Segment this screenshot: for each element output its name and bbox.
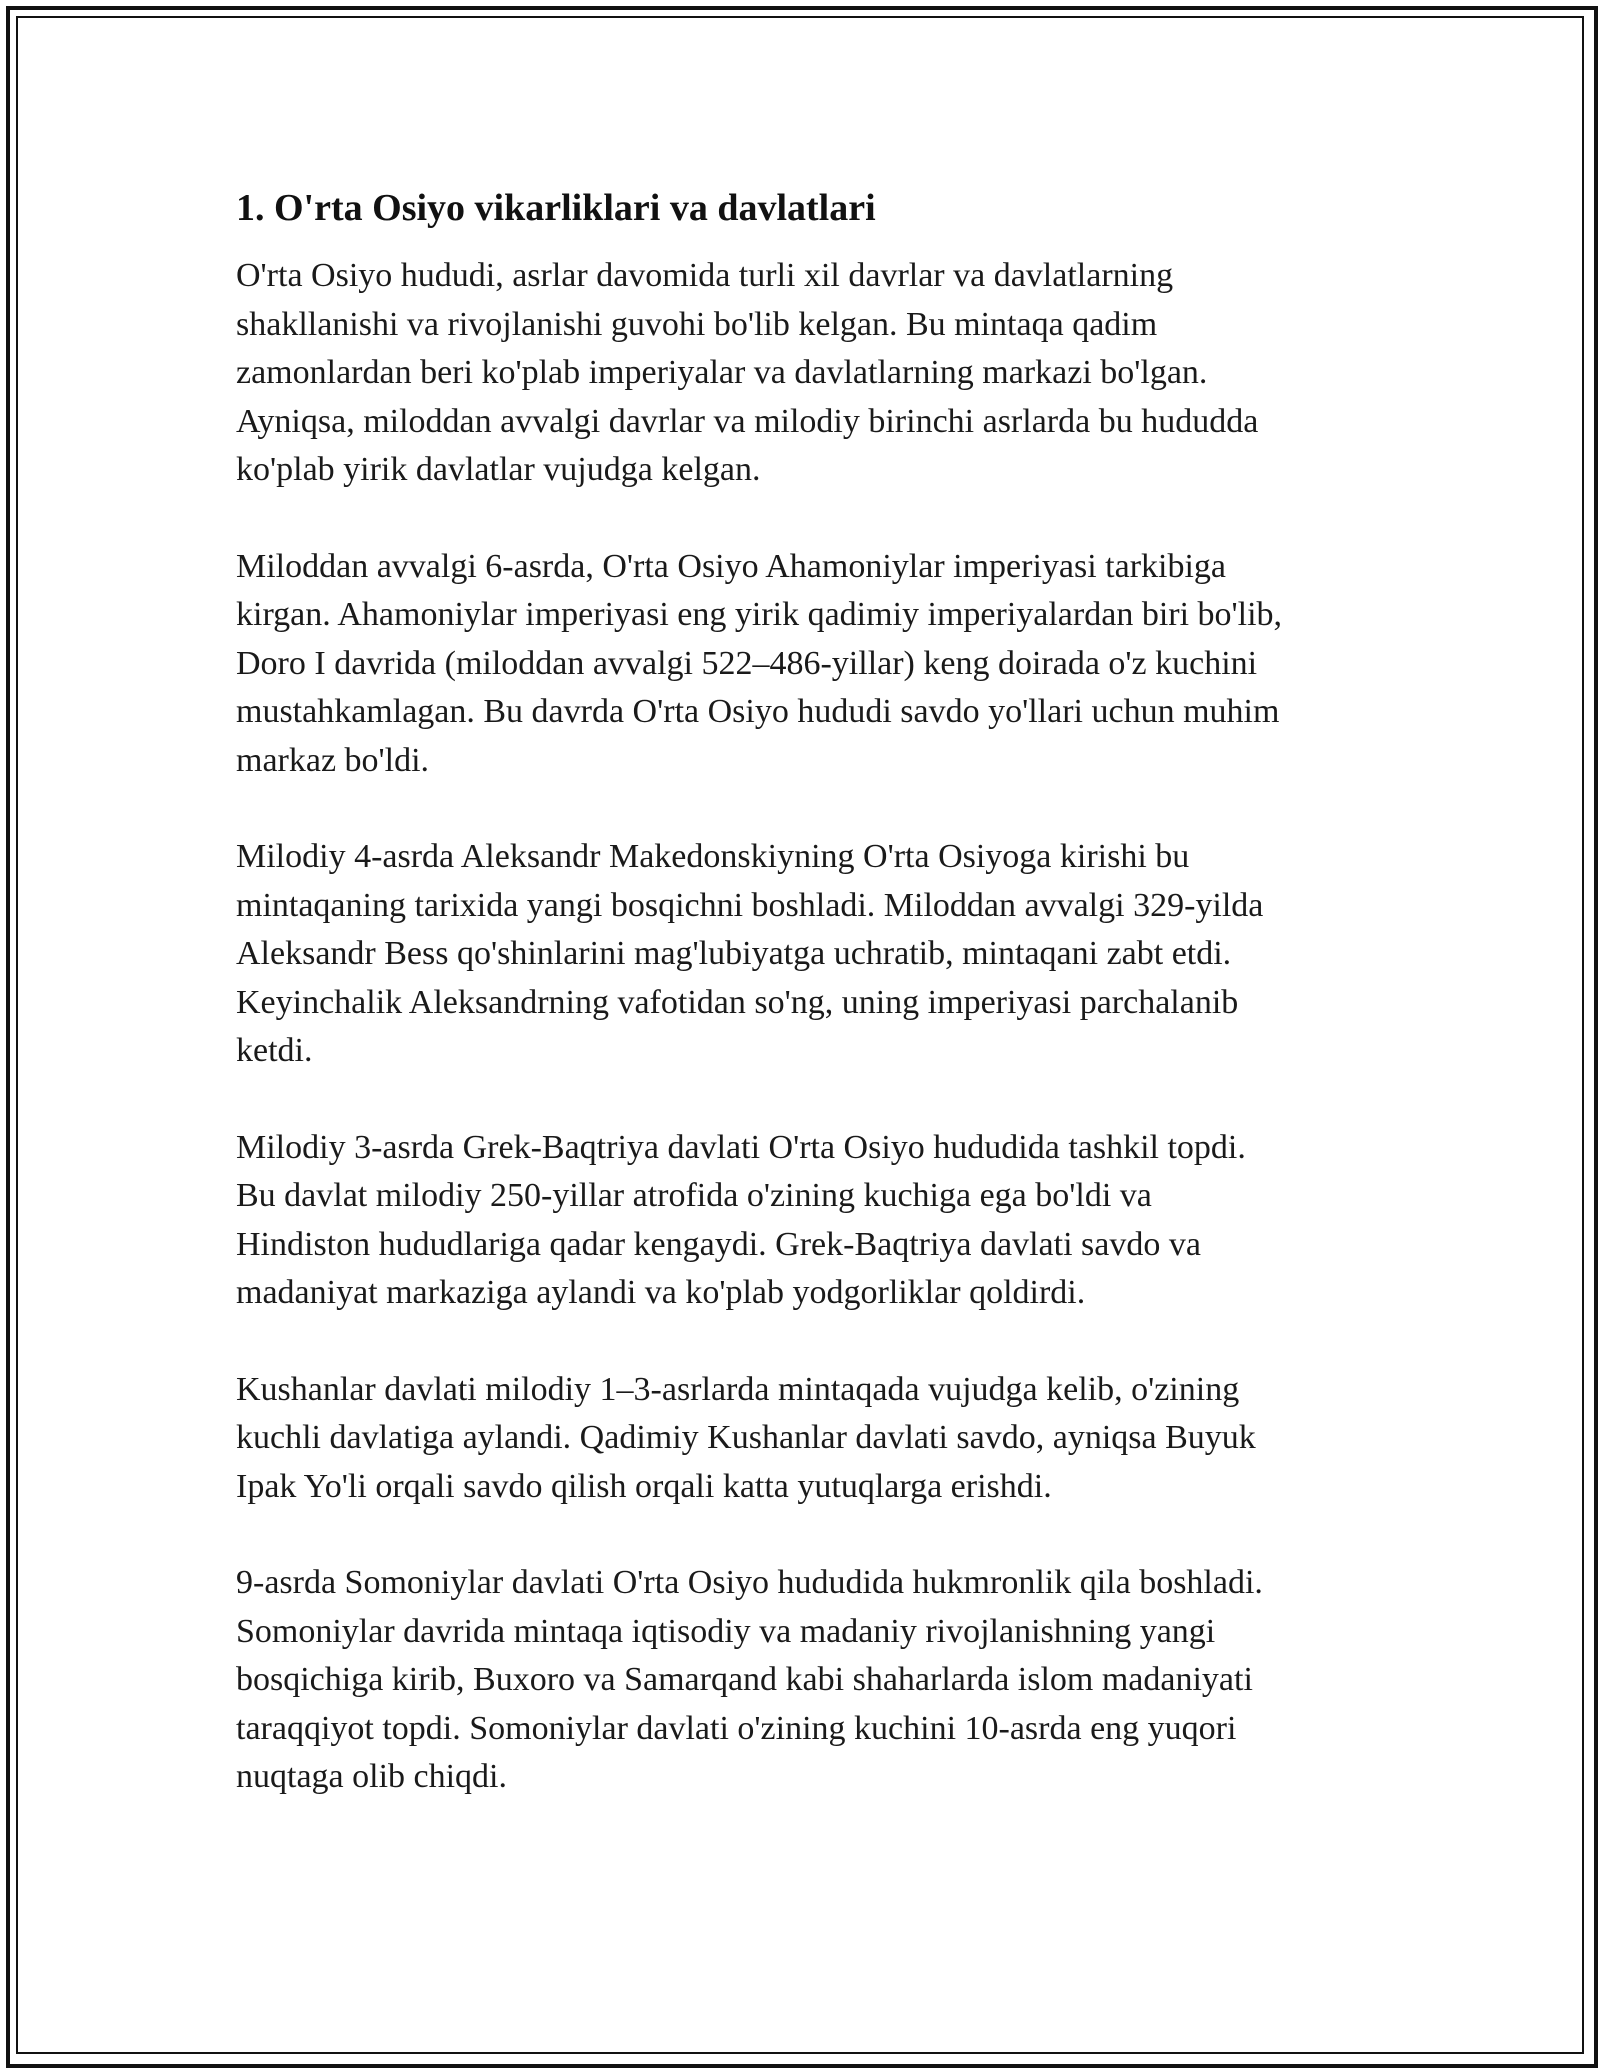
paragraph [236,543,1376,786]
text-line: Aleksandr Bess qo'shinlarini mag'lubiyatga uchratib, mintaqani zabt etdi. [236,935,1232,972]
text-line: Somoniylar davrida mintaqa iqtisodiy va madaniy rivojlanishning yangi [236,1612,1216,1650]
text-line: zamonlardan beri ko'plab imperiyalar va davlatlarning markazi bo'lgan. [236,354,1208,391]
document-body [236,184,1376,1850]
text-line: bosqichiga kirib, Buxoro va Samarqand kabi shaharlarda islom madaniyati [236,1661,1253,1698]
text-line: madaniyat markaziga aylandi va ko'plab yodgorliklar qoldirdi. [236,1274,1086,1311]
paragraph [236,1366,1376,1512]
paragraph [236,1124,1376,1318]
text-line: Kushanlar davlati milodiy 1–3-asrlarda mintaqada vujudga kelib, o'zining [236,1370,1240,1408]
text-line: 9-asrda Somoniylar davlati O'rta Osiyo hududida hukmronlik qila boshladi. [236,1564,1263,1601]
text-line: kuchli davlatiga aylandi. Qadimiy Kushanlar davlati savdo, ayniqsa Buyuk [236,1419,1256,1456]
text-line: markaz bo'ldi. [236,741,430,779]
paragraph [236,1559,1376,1802]
text-line: mustahkamlagan. Bu davrda O'rta Osiyo hududi savdo yo'llari uchun muhim [236,693,1280,730]
text-line: kirgan. Ahamoniylar imperiyasi eng yirik qadimiy imperiyalardan biri bo'lib, [236,596,1283,633]
text-line: taraqqiyot topdi. Somoniylar davlati o'zining kuchini 10-asrda eng yuqori [236,1709,1237,1747]
text-line: ketdi. [236,1032,313,1069]
text-line: Milodiy 4-asrda Aleksandr Makedonskiyning O'rta Osiyoga kirishi bu [236,838,1190,875]
text-line: O'rta Osiyo hududi, asrlar davomida turli xil davrlar va davlatlarning [236,257,1174,294]
text-line: ko'plab yirik davlatlar vujudga kelgan. [236,451,761,488]
document-title: 1. O'rta Osiyo vikarliklari va davlatlari [236,187,876,229]
paragraph [236,252,1376,495]
paragraph [236,833,1376,1076]
text-line: mintaqaning tarixida yangi bosqichni boshladi. Miloddan avvalgi 329-yilda [236,886,1264,924]
paragraph-list [236,252,1376,1802]
text-line: Doro I davrida (miloddan avvalgi 522–486-yillar) keng doirada o'z kuchini [236,644,1258,682]
text-line: Miloddan avvalgi 6-asrda, O'rta Osiyo Ahamoniylar imperiyasi tarkibiga [236,547,1227,585]
text-line: Ipak Yo'li orqali savdo qilish orqali katta yutuqlarga erishdi. [236,1467,1052,1505]
text-line: Bu davlat milodiy 250-yillar atrofida o'zining kuchiga ega bo'ldi va [236,1177,1152,1214]
text-line: Hindiston hududlariga qadar kengaydi. Grek-Baqtriya davlati savdo va [236,1225,1201,1263]
text-line: Ayniqsa, miloddan avvalgi davrlar va milodiy birinchi asrlarda bu hududda [236,402,1259,440]
text-line: nuqtaga olib chiqdi. [236,1758,508,1795]
text-line: shakllanishi va rivojlanishi guvohi bo'lib kelgan. Bu mintaqa qadim [236,305,1158,343]
text-line: Milodiy 3-asrda Grek-Baqtriya davlati O'rta Osiyo hududida tashkil topdi. [236,1128,1246,1166]
text-line: Keyinchalik Aleksandrning vafotidan so'ng, uning imperiyasi parchalanib [236,983,1239,1021]
